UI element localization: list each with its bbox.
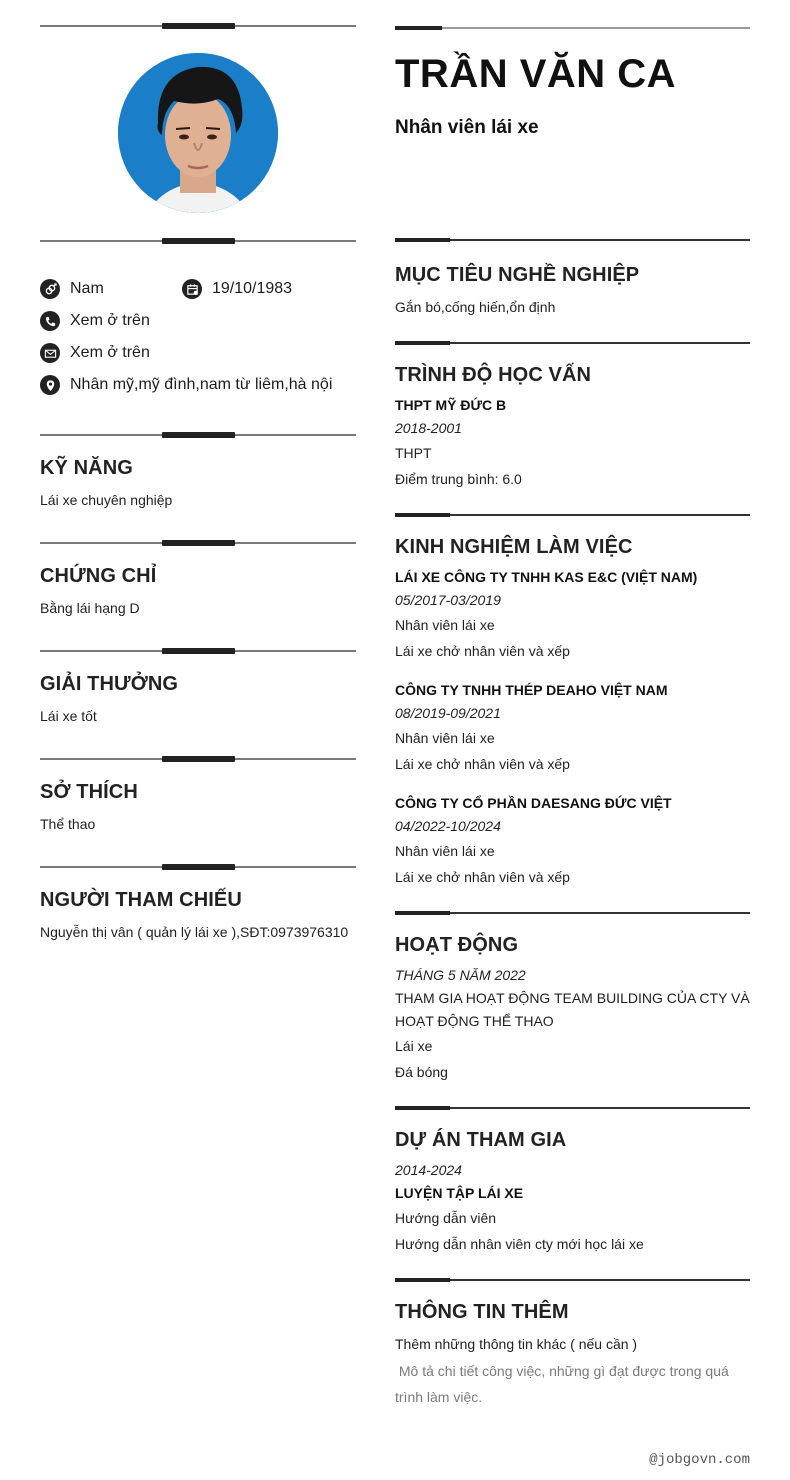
divider [40, 863, 356, 871]
divider [395, 1105, 750, 1111]
objective-title: MỤC TIÊU NGHỀ NGHIỆP [395, 264, 640, 286]
address-row [40, 375, 332, 395]
certificates-content: Bằng lái hạng D [40, 600, 140, 616]
awards-content: Lái xe tốt [40, 708, 97, 724]
activities-title: HOẠT ĐỘNG [395, 934, 519, 956]
location-icon [40, 375, 60, 395]
skills-content: Lái xe chuyên nghiệp [40, 492, 173, 508]
projects-description: Hướng dẫn nhân viên cty mới học lái xe [395, 1236, 644, 1252]
experience-description: Lái xe chở nhân viên và xếp [395, 869, 570, 885]
experience-description: Lái xe chở nhân viên và xếp [395, 643, 570, 659]
profile-photo [118, 53, 278, 213]
email-row [40, 343, 150, 363]
awards-title: GIẢI THƯỞNG [40, 673, 179, 695]
experience-title: KINH NGHIỆM LÀM VIỆC [395, 536, 633, 558]
watermark: @jobgovn.com [649, 1452, 750, 1468]
education-school: THPT MỸ ĐỨC B [395, 397, 507, 413]
activities-name-line1: THAM GIA HOẠT ĐỘNG TEAM BUILDING CỦA CTY VÀ [395, 990, 750, 1006]
references-content: Nguyễn thị vân ( quản lý lái xe ),SĐT:0973976310 [40, 924, 349, 940]
references-title: NGƯỜI THAM CHIẾU [40, 889, 242, 911]
education-gpa: Điểm trung bình: 6.0 [395, 471, 522, 487]
experience-company: LÁI XE CÔNG TY TNHH KAS E&C (VIỆT NAM) [395, 569, 698, 585]
hobbies-title: SỞ THÍCH [40, 781, 138, 803]
birthdate-value: 19/10/1983 [212, 280, 293, 297]
divider [40, 755, 356, 763]
avatar [118, 53, 278, 213]
experience-description: Lái xe chở nhân viên và xếp [395, 756, 570, 772]
gender-value: Nam [70, 280, 104, 297]
divider [395, 910, 750, 916]
divider [40, 431, 356, 439]
education-major: THPT [395, 445, 432, 461]
experience-company: CÔNG TY TNHH THÉP DEAHO VIỆT NAM [395, 682, 668, 698]
education-period: 2018-2001 [395, 420, 462, 436]
activities-period: THÁNG 5 NĂM 2022 [395, 967, 526, 983]
activities-item: Lái xe [395, 1038, 433, 1054]
experience-period: 04/2022-10/2024 [395, 818, 501, 834]
divider [40, 539, 356, 547]
email-icon [40, 343, 60, 363]
birthdate-row [182, 279, 292, 299]
projects-period: 2014-2024 [395, 1162, 462, 1178]
address-value: Nhân mỹ,mỹ đình,nam từ liêm,hà nội [70, 376, 333, 393]
projects-name: LUYỆN TẬP LÁI XE [395, 1185, 524, 1201]
phone-icon [40, 311, 60, 331]
additional-placeholder-line1: Mô tả chi tiết công việc, những gì đạt được trong quá [395, 1363, 729, 1379]
activities-item: Đá bóng [395, 1064, 448, 1080]
experience-period: 08/2019-09/2021 [395, 705, 501, 721]
objective-content: Gắn bó,cống hiến,ổn định [395, 299, 556, 315]
experience-period: 05/2017-03/2019 [395, 592, 501, 608]
phone-value: Xem ở trên [70, 312, 150, 329]
candidate-job-title: Nhân viên lái xe [395, 117, 539, 138]
divider [395, 512, 750, 518]
projects-title: DỰ ÁN THAM GIA [395, 1129, 567, 1151]
experience-position: Nhân viên lái xe [395, 843, 495, 859]
gender-icon [40, 279, 60, 299]
additional-title: THÔNG TIN THÊM [395, 1301, 569, 1323]
divider [40, 237, 356, 245]
divider [40, 647, 356, 655]
certificates-title: CHỨNG CHỈ [40, 565, 157, 587]
candidate-name: TRẦN VĂN CA [395, 52, 677, 96]
divider [395, 340, 750, 346]
additional-placeholder-line2: trình làm việc. [395, 1389, 483, 1405]
skills-title: KỸ NĂNG [40, 457, 133, 479]
phone-row [40, 311, 150, 331]
projects-role: Hướng dẫn viên [395, 1210, 497, 1226]
divider [395, 1277, 750, 1283]
email-value: Xem ở trên [70, 344, 150, 361]
gender-row [40, 279, 104, 299]
additional-line: Thêm những thông tin khác ( nếu cần ) [395, 1336, 638, 1352]
divider [40, 22, 356, 30]
experience-company: CÔNG TY CỔ PHẦN DAESANG ĐỨC VIỆT [395, 795, 672, 811]
hobbies-content: Thể thao [40, 816, 96, 832]
experience-position: Nhân viên lái xe [395, 730, 495, 746]
activities-name-line2: HOẠT ĐỘNG THỂ THAO [395, 1013, 554, 1029]
divider [395, 25, 750, 31]
calendar-icon [182, 279, 202, 299]
divider [395, 237, 750, 243]
experience-position: Nhân viên lái xe [395, 617, 495, 633]
education-title: TRÌNH ĐỘ HỌC VẤN [395, 364, 592, 386]
